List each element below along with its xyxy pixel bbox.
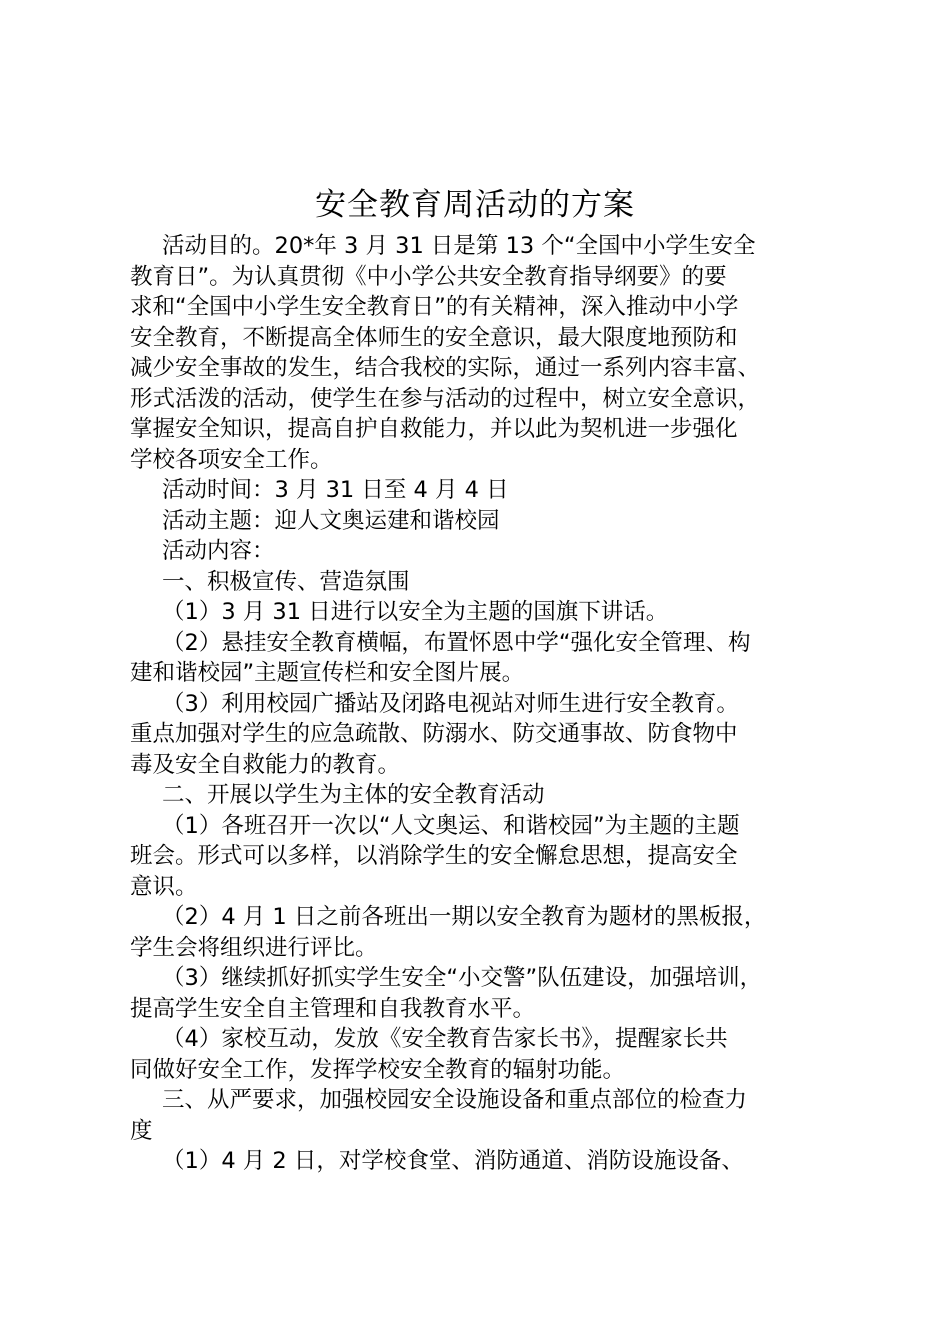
paragraph	[130, 567, 845, 598]
document-body	[130, 231, 845, 1177]
paragraph	[130, 689, 845, 781]
text-line: 提高学生安全自主管理和自我教育水平。	[130, 995, 536, 1022]
paragraph	[130, 597, 845, 628]
text-line: 教育日”。为认真贯彻《中小学公共安全教育指导纲要》的要	[130, 263, 727, 290]
document-title: 安全教育周活动的方案	[315, 187, 635, 223]
text-line: 二、开展以学生为主体的安全教育活动	[162, 782, 545, 808]
text-line: （4）家校互动，发放《安全教育告家长书》，提醒家长共	[162, 1026, 728, 1052]
text-line: （3）继续抓好抓实学生安全“小交警”队伍建设，加强培训，	[162, 965, 763, 991]
text-line: 度	[130, 1117, 153, 1144]
text-line: 三、从严要求，加强校园安全设施设备和重点部位的检查力	[162, 1087, 748, 1113]
paragraph	[130, 506, 845, 537]
paragraph	[130, 902, 845, 963]
text-line: 重点加强对学生的应急疏散、防溺水、防交通事故、防食物中	[130, 721, 738, 747]
text-line: （1）4 月 2 日，对学校食堂、消防通道、消防设施设备、	[162, 1148, 744, 1174]
paragraph	[130, 536, 845, 567]
text-line: （3）利用校园广播站及闭路电视站对师生进行安全教育。	[162, 690, 739, 717]
text-line: 学生会将组织进行评比。	[130, 934, 378, 961]
paragraph	[130, 780, 845, 811]
text-line: 意识。	[130, 873, 198, 900]
text-line: （2）悬挂安全教育横幅，布置怀恩中学“强化安全管理、构	[162, 629, 751, 656]
text-line: 安全教育，不断提高全体师生的安全意识，最大限度地预防和	[130, 324, 738, 351]
paragraph	[130, 231, 845, 475]
paragraph	[130, 475, 845, 506]
paragraph	[130, 963, 845, 1024]
text-line: 学校各项安全工作。	[130, 446, 333, 473]
text-line: （2）4 月 1 日之前各班出一期以安全教育为题材的黑板报，	[162, 904, 767, 930]
text-line: 形式活泼的活动，使学生在参与活动的过程中，树立安全意识，	[130, 385, 761, 412]
text-line: 班会。形式可以多样，以消除学生的安全懈怠思想，提高安全	[130, 843, 738, 869]
paragraph	[130, 1146, 845, 1177]
text-line: 活动主题：迎人文奥运建和谐校园	[162, 507, 500, 534]
text-line: 活动时间：3 月 31 日至 4 月 4 日	[162, 477, 509, 503]
text-line: （1）3 月 31 日进行以安全为主题的国旗下讲话。	[162, 599, 669, 625]
text-line: 减少安全事故的发生，结合我校的实际，通过一系列内容丰富、	[130, 355, 761, 381]
paragraph	[130, 811, 845, 903]
paragraph	[130, 1024, 845, 1085]
text-line: 求和“全国中小学生安全教育日”的有关精神，深入推动中小学	[130, 294, 739, 320]
text-line: 掌握安全知识，提高自护自救能力，并以此为契机进一步强化	[130, 416, 738, 442]
text-line: 一、积极宣传、营造氛围	[162, 568, 410, 595]
text-line: 同做好安全工作，发挥学校安全教育的辐射功能。	[130, 1056, 626, 1083]
text-line: 建和谐校园”主题宣传栏和安全图片展。	[130, 660, 525, 686]
paragraph	[130, 1085, 845, 1146]
text-line: （1）各班召开一次以“人文奥运、和谐校园”为主题的主题	[162, 812, 740, 839]
paragraph	[130, 628, 845, 689]
text-line: 毒及安全自救能力的教育。	[130, 751, 401, 778]
text-line: 活动内容：	[162, 538, 275, 564]
text-line: 活动目的。20*年 3 月 31 日是第 13 个“全国中小学生安全	[162, 233, 756, 259]
